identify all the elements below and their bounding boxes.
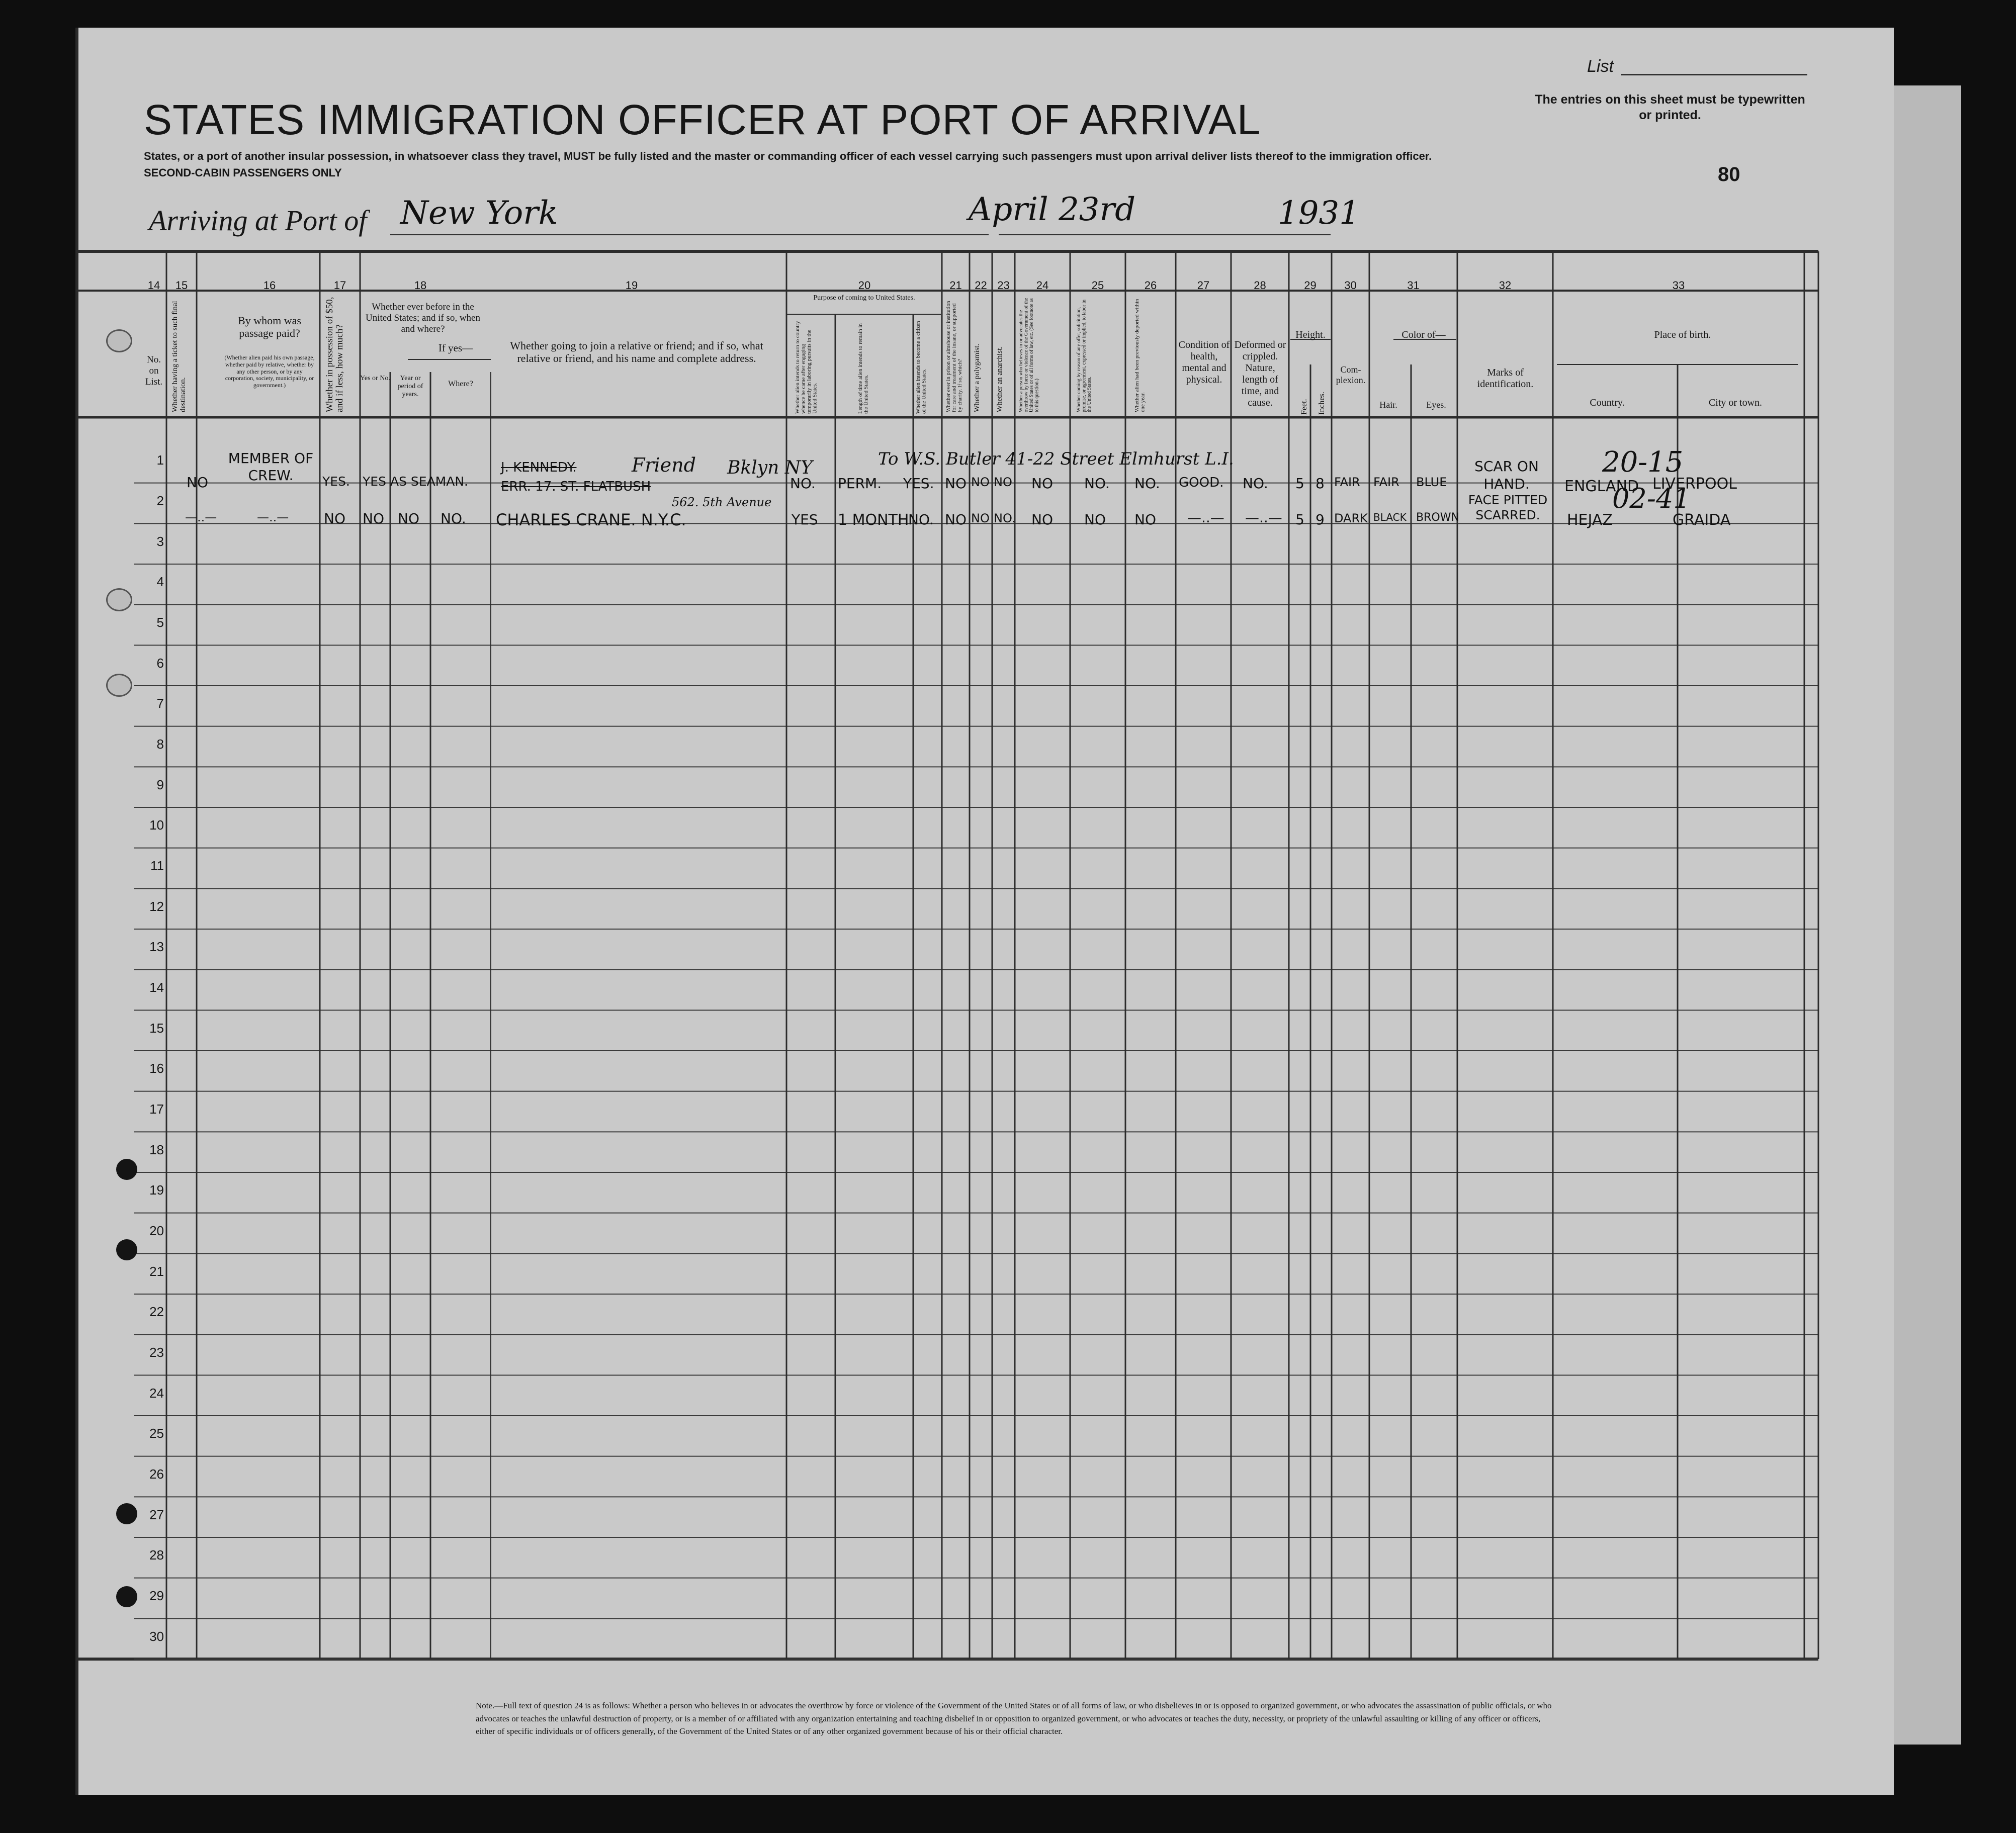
entry2-before: NO bbox=[363, 510, 384, 527]
entry2-where: NO. bbox=[441, 510, 466, 527]
header-hair: Hair. bbox=[1379, 400, 1397, 410]
entry1-join-struck: J. KENNEDY. bbox=[501, 460, 577, 475]
entry1-prison: NO bbox=[945, 475, 967, 492]
row-number: 21 bbox=[149, 1263, 164, 1279]
entry2-length: 1 MONTH bbox=[838, 511, 909, 529]
row-number: 22 bbox=[149, 1304, 164, 1320]
entry1-overthrow: NO bbox=[1031, 475, 1053, 492]
row-number: 25 bbox=[149, 1426, 164, 1441]
header-place-of-birth: Place of birth. bbox=[1654, 329, 1711, 340]
row-number: 10 bbox=[149, 817, 164, 833]
col-number-19: 19 bbox=[625, 279, 638, 292]
row-number: 3 bbox=[156, 533, 164, 549]
sheet-number: 80 bbox=[1718, 163, 1740, 186]
header-labor-offer: Whether coming by reason of any offer, solicitation, promise, or agreement, expressed or implied, to labor in the United States. bbox=[1076, 299, 1092, 412]
entry2-polygamist: NO bbox=[971, 511, 990, 525]
header-passage-note: (Whether alien paid his own passage, whether paid by relative, whether by any other person, or by any corporation, society, municipality, or government.) bbox=[224, 354, 315, 389]
punch-hole bbox=[116, 1586, 137, 1607]
header-no-on-list: No. on List. bbox=[145, 354, 163, 387]
header-return: Whether alien intends to return to country whence he came after engaging temporarily in laboring pursuits in the United States. bbox=[795, 321, 818, 414]
entry1-hair: FAIR bbox=[1373, 475, 1399, 489]
header-eyes: Eyes. bbox=[1426, 400, 1446, 410]
entry1-paid-by: MEMBER OF CREW. bbox=[228, 450, 314, 484]
entry1-polygamist: NO bbox=[971, 475, 990, 489]
row-number: 13 bbox=[149, 939, 164, 955]
row-number: 24 bbox=[149, 1385, 164, 1401]
row-number: 2 bbox=[156, 493, 164, 508]
row-number: 27 bbox=[149, 1507, 164, 1522]
row-number: 23 bbox=[149, 1344, 164, 1360]
header-year: Year or period of years. bbox=[397, 375, 423, 399]
entry2-prison: NO bbox=[945, 511, 967, 528]
header-city: City or town. bbox=[1708, 397, 1763, 408]
col-number-14: 14 bbox=[147, 279, 160, 292]
row-number: 19 bbox=[149, 1182, 164, 1198]
typewritten-instruction: The entries on this sheet must be typewritten or printed. bbox=[1535, 93, 1805, 123]
header-join-relative: Whether going to join a relative or friend; and if so, what relative or friend, and his name and complete address. bbox=[510, 339, 763, 365]
punch-hole bbox=[116, 1159, 137, 1180]
row-number: 16 bbox=[149, 1061, 164, 1076]
entry1-join-struck-address: ERR. 17. ST. FLATBUSH bbox=[501, 479, 651, 494]
entry2-annotation-code: 02-41 bbox=[1612, 483, 1691, 514]
entry2-labor: NO bbox=[1084, 511, 1106, 528]
entry1-join-relation: Friend bbox=[632, 454, 696, 476]
entry1-length: PERM. bbox=[838, 475, 882, 492]
arrival-date: April 23rd bbox=[969, 191, 1136, 228]
header-prison: Whether ever in prison or almshouse or institution for care and treatment of the insane, or supported by charity. If so, which? bbox=[945, 301, 963, 412]
page-title: STATES IMMIGRATION OFFICER AT PORT OF ARRIVAL bbox=[144, 96, 1261, 143]
row-number: 18 bbox=[149, 1142, 164, 1157]
row-number: 11 bbox=[150, 858, 164, 873]
entry2-complexion: DARK bbox=[1334, 511, 1368, 525]
entry1-complexion: FAIR bbox=[1334, 475, 1360, 489]
page-subtitle: States, or a port of another insular possession, in whatsoever class they travel, MUST be fully listed and the master or commanding officer of each vessel carrying such passengers must upon arrival deliver lists thereof to the immigration officer. bbox=[144, 150, 1432, 162]
entry2-fifty: NO bbox=[324, 510, 345, 527]
arrival-year: 1931 bbox=[1278, 195, 1360, 232]
header-overthrow: Whether a person who believes in or advocates the overthrow by force or violence of the Government of the United States or of all forms of law, etc. (See footnote as to this question.) bbox=[1018, 298, 1040, 412]
row-number: 8 bbox=[156, 736, 164, 752]
entry2-year: NO bbox=[398, 510, 419, 527]
col-number-18: 18 bbox=[414, 279, 427, 292]
row-number: 14 bbox=[149, 979, 164, 995]
header-marks: Marks of identification. bbox=[1477, 367, 1534, 390]
entry1-deported: NO. bbox=[1134, 475, 1160, 492]
entry2-ticket: —..— bbox=[185, 510, 217, 524]
entry2-country: HEJAZ bbox=[1567, 511, 1613, 529]
header-citizen: Whether alien intends to become a citizen of the United States. bbox=[915, 321, 927, 414]
row-number: 28 bbox=[149, 1547, 164, 1563]
manifest-sheet bbox=[75, 28, 1894, 1795]
header-if-yes: If yes— bbox=[438, 342, 473, 354]
header-inches: Inches. bbox=[1318, 392, 1326, 415]
entry1-labor: NO. bbox=[1084, 475, 1110, 492]
row-number: 4 bbox=[156, 574, 164, 590]
col-number-30: 30 bbox=[1344, 279, 1357, 292]
header-polygamist: Whether a polygamist. bbox=[973, 343, 981, 412]
entry2-marks: FACE PITTED SCARRED. bbox=[1468, 493, 1548, 522]
entry1-fifty: YES. bbox=[322, 474, 350, 489]
entry2-health: —..— bbox=[1187, 509, 1224, 526]
header-complexion: Com-plexion. bbox=[1336, 364, 1366, 385]
entry1-health: GOOD. bbox=[1179, 475, 1224, 490]
row-number: 12 bbox=[149, 898, 164, 914]
row-number: 30 bbox=[149, 1628, 164, 1644]
entry1-country: ENGLAND bbox=[1564, 478, 1639, 495]
header-purpose: Purpose of coming to United States. bbox=[813, 294, 915, 302]
col-number-16: 16 bbox=[263, 279, 276, 292]
col-number-33: 33 bbox=[1672, 279, 1685, 292]
header-deported: Whether alien had been previously deported within one year. bbox=[1134, 299, 1146, 412]
entry2-city: GRAIDA bbox=[1673, 511, 1731, 529]
row-number: 29 bbox=[149, 1588, 164, 1603]
header-height: Height. bbox=[1295, 329, 1326, 340]
footnote-question-24: Note.—Full text of question 24 is as follows: Whether a person who believes in or advocates the overthrow by force or violence of the Government of the United States or of all forms of law, or who disbelieves in or is opposed to organized government, or who advocates the assassination of public officials, or who advocates or teaches the unlawful destruction of property, or is a member of or affiliated with any organization entertaining and teaching disbelief in or opposition to organized government, or who advocates or teaches the duty, necessity, or propriety of the unlawful assaulting or killing of any officer or officers, either of specific individuals or of officers generally, of the Government of the United States or of any other organized government because of his or their official character. bbox=[476, 1701, 1552, 1736]
entry1-citizen: YES. bbox=[903, 475, 934, 492]
manifest-grid bbox=[78, 28, 1894, 1795]
punch-hole bbox=[106, 674, 132, 697]
entry2-feet: 5 bbox=[1295, 511, 1304, 528]
entry1-feet: 5 bbox=[1295, 475, 1304, 492]
entry1-join-address: 562. 5th Avenue bbox=[672, 495, 772, 509]
col-number-28: 28 bbox=[1254, 279, 1266, 292]
entry1-before: YES bbox=[363, 474, 386, 489]
col-number-20: 20 bbox=[858, 279, 871, 292]
entry1-annotation-code: 20-15 bbox=[1602, 446, 1684, 479]
row-number: 17 bbox=[149, 1101, 164, 1117]
col-number-24: 24 bbox=[1036, 279, 1049, 292]
entry1-where: AS SEAMAN. bbox=[390, 474, 469, 489]
entry2-anarchist: NO. bbox=[994, 511, 1016, 525]
row-number: 5 bbox=[156, 614, 164, 630]
col-number-31: 31 bbox=[1407, 279, 1420, 292]
cabin-class: SECOND-CABIN PASSENGERS ONLY bbox=[144, 166, 342, 179]
entry1-ticket: NO bbox=[187, 474, 208, 491]
row-number: 26 bbox=[149, 1466, 164, 1482]
entry1-marks: SCAR ON HAND. bbox=[1474, 458, 1539, 492]
entry2-return: YES bbox=[792, 511, 818, 528]
header-yes-or-no: Yes or No. bbox=[360, 375, 390, 382]
entry2-citizen: NO. bbox=[908, 511, 934, 528]
header-color-of: Color of— bbox=[1401, 329, 1446, 340]
entry2-inches: 9 bbox=[1316, 511, 1325, 528]
header-where: Where? bbox=[448, 380, 473, 388]
row-number: 1 bbox=[156, 452, 164, 468]
col-number-22: 22 bbox=[975, 279, 987, 292]
header-health: Condition of health, mental and physical. bbox=[1178, 339, 1230, 385]
entry2-overthrow: NO bbox=[1031, 511, 1053, 528]
row-number: 6 bbox=[156, 655, 164, 671]
header-passage-paid: By whom was passage paid? bbox=[238, 314, 301, 340]
entry2-eyes: BROWN bbox=[1416, 511, 1459, 524]
punch-hole bbox=[106, 588, 132, 611]
header-anarchist: Whether an anarchist. bbox=[996, 346, 1004, 412]
entry1-inches: 8 bbox=[1316, 475, 1325, 492]
header-length: Length of time alien intends to remain in the United States. bbox=[857, 323, 869, 414]
port-of-arrival: New York bbox=[400, 195, 558, 232]
entry1-join-city: Bklyn NY bbox=[727, 457, 813, 478]
row-number: 9 bbox=[156, 777, 164, 792]
col-number-25: 25 bbox=[1091, 279, 1104, 292]
entry1-deformed: NO. bbox=[1243, 475, 1268, 492]
header-fifty-dollars: Whether in possession of $50, and if less, how much? bbox=[324, 297, 345, 412]
col-number-21: 21 bbox=[949, 279, 962, 292]
entry2-join: CHARLES CRANE. N.Y.C. bbox=[496, 510, 686, 529]
col-number-17: 17 bbox=[333, 279, 346, 292]
arriving-label: Arriving at Port of bbox=[149, 204, 367, 237]
entry1-return: NO. bbox=[790, 475, 816, 492]
punch-hole bbox=[106, 329, 132, 352]
entry1-annotation-address: To W.S. Butler 41-22 Street Elmhurst L.I. bbox=[878, 449, 1234, 469]
row-number: 20 bbox=[149, 1223, 164, 1238]
col-number-23: 23 bbox=[997, 279, 1010, 292]
col-number-26: 26 bbox=[1144, 279, 1157, 292]
row-number: 7 bbox=[156, 696, 164, 711]
entry2-deported: NO bbox=[1134, 511, 1156, 528]
list-label: List bbox=[1587, 57, 1614, 76]
entry2-deformed: —..— bbox=[1245, 509, 1282, 526]
punch-hole bbox=[116, 1503, 137, 1524]
entry1-anarchist: NO bbox=[994, 475, 1012, 489]
header-ticket: Whether having a ticket to such final destination. bbox=[171, 301, 187, 412]
header-feet: Feet. bbox=[1300, 399, 1308, 415]
header-before-in-us: Whether ever before in the United States; and if so, when and where? bbox=[366, 302, 480, 334]
entry2-paid-by: —..— bbox=[257, 510, 289, 524]
col-number-27: 27 bbox=[1197, 279, 1210, 292]
col-number-29: 29 bbox=[1304, 279, 1317, 292]
header-country: Country. bbox=[1590, 397, 1625, 408]
col-number-32: 32 bbox=[1499, 279, 1512, 292]
row-number: 15 bbox=[149, 1020, 164, 1036]
entry1-city: LIVERPOOL bbox=[1652, 475, 1737, 493]
punch-hole bbox=[116, 1239, 137, 1260]
header-deformed: Deformed or crippled. Nature, length of time, and cause. bbox=[1234, 339, 1286, 408]
entry2-hair: BLACK bbox=[1373, 511, 1407, 523]
entry1-eyes: BLUE bbox=[1416, 475, 1447, 489]
col-number-15: 15 bbox=[175, 279, 188, 292]
